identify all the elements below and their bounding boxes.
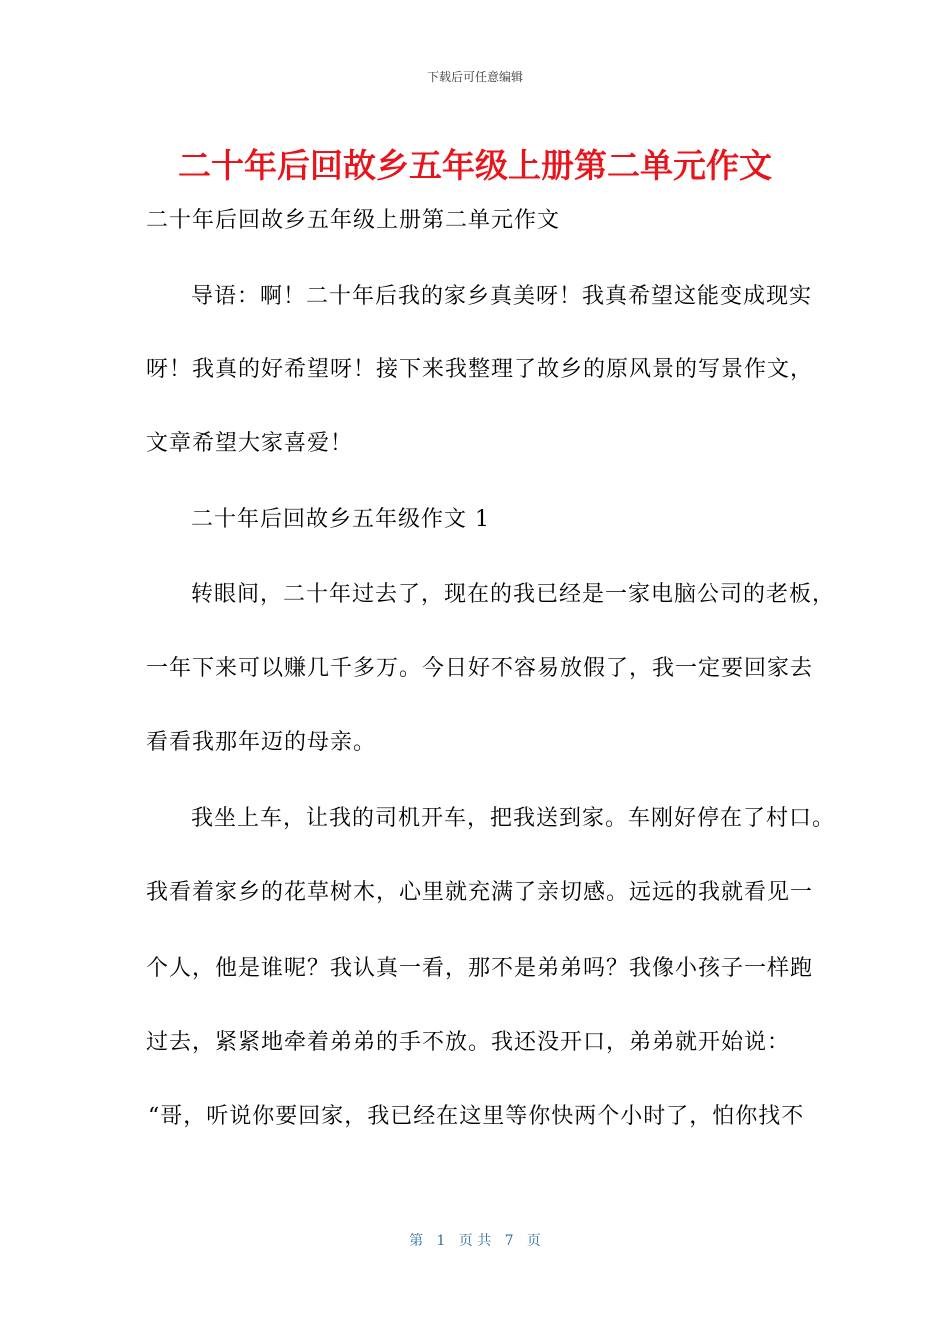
paragraph-line: 看看我那年迈的母亲。 [146, 730, 377, 755]
header-note: 下载后可任意编辑 [426, 70, 523, 84]
paragraph-line: “哥，听说你要回家，我已经在这里等你快两个小时了，怕你找不 [148, 1104, 805, 1129]
subtitle-line: 二十年后回故乡五年级上册第二单元作文 [146, 208, 561, 233]
paragraph-line: 过去，紧紧地牵着弟弟的手不放。我还没开口，弟弟就开始说： [146, 1030, 791, 1055]
paragraph-line: 我坐上车，让我的司机开车，把我送到家。车刚好停在了村口。 [191, 806, 836, 831]
paragraph-line: 个人，他是谁呢？我认真一看，那不是弟弟吗？我像小孩子一样跑 [146, 956, 814, 981]
document-title: 二十年后回故乡五年级上册第二单元作文 [178, 146, 772, 185]
paragraph-line: 呀！我真的好希望呀！接下来我整理了故乡的原风景的写景作文， [146, 357, 814, 382]
paragraph-line: 一年下来可以赚几千多万。今日好不容易放假了，我一定要回家去 [146, 656, 814, 681]
section-heading: 二十年后回故乡五年级作文 1 [191, 507, 490, 532]
page-footer: 第 1 页 共 7 页 [409, 1233, 541, 1249]
paragraph-line: 文章希望大家喜爱！ [146, 431, 354, 456]
paragraph-line: 转眼间，二十年过去了，现在的我已经是一家电脑公司的老板， [191, 582, 836, 607]
paragraph-line: 导语：啊！二十年后我的家乡真美呀！我真希望这能变成现实 [191, 284, 813, 309]
paragraph-line: 我看着家乡的花草树木，心里就充满了亲切感。远远的我就看见一 [146, 880, 814, 905]
